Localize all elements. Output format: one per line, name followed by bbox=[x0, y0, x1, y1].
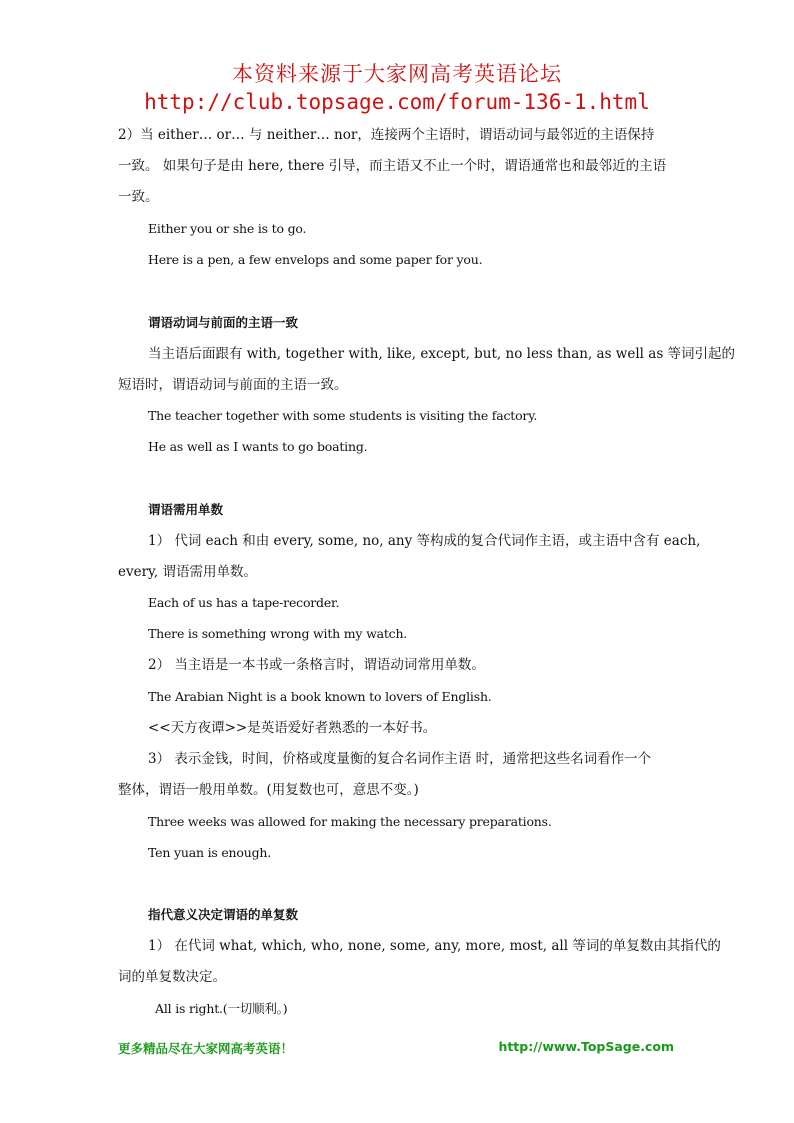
footer-url[interactable]: http://www.TopSage.com bbox=[498, 1039, 674, 1054]
paragraph-line: 一致。 如果句子是由 here, there 引导，而主语又不止一个时，谓语通常也和最邻近的主语 bbox=[118, 158, 667, 174]
example-sentence: Three weeks was allowed for making the necessary preparations. bbox=[148, 814, 552, 829]
example-sentence: Ten yuan is enough. bbox=[148, 845, 272, 860]
example-sentence: Here is a pen, a few envelops and some paper for you. bbox=[148, 252, 483, 267]
paragraph-line: <<天方夜谭>>是英语爱好者熟悉的一本好书。 bbox=[148, 720, 437, 736]
section-heading: 谓语动词与前面的主语一致 bbox=[148, 315, 299, 330]
header-url[interactable]: http://club.topsage.com/forum-136-1.html bbox=[144, 90, 650, 114]
paragraph-line: 3） 表示金钱，时间，价格或度量衡的复合名词作主语 时，通常把这些名词看作一个 bbox=[148, 751, 652, 767]
paragraph-line: 2）当 either… or… 与 neither… nor，连接两个主语时，谓语动词与最邻近的主语保持 bbox=[118, 127, 655, 143]
example-sentence: He as well as I wants to go boating. bbox=[148, 439, 368, 454]
section-heading: 谓语需用单数 bbox=[148, 502, 224, 517]
example-sentence: There is something wrong with my watch. bbox=[148, 626, 408, 641]
paragraph-line: 整体，谓语一般用单数。(用复数也可，意思不变。) bbox=[118, 782, 419, 798]
footer-left-text: 更多精品尽在大家网高考英语！ bbox=[118, 1041, 294, 1056]
paragraph-line: 短语时，谓语动词与前面的主语一致。 bbox=[118, 377, 348, 393]
example-sentence: The Arabian Night is a book known to lovers of English. bbox=[148, 689, 492, 704]
paragraph-line: 词的单复数决定。 bbox=[118, 969, 226, 985]
paragraph-line: 一致。 bbox=[118, 189, 159, 205]
header-title: 本资料来源于大家网高考英语论坛 bbox=[232, 62, 562, 86]
paragraph-line: 1） 在代词 what, which, who, none, some, any, more, most, all 等词的单复数由其指代的 bbox=[148, 938, 721, 954]
example-sentence: Each of us has a tape-recorder. bbox=[148, 595, 340, 610]
section-heading: 指代意义决定谓语的单复数 bbox=[148, 907, 299, 922]
paragraph-line: 当主语后面跟有 with, together with, like, except, but, no less than, as well as 等词引起的 bbox=[148, 346, 736, 362]
example-sentence: All is right.(一切顺利。) bbox=[155, 1001, 288, 1016]
paragraph-line: every, 谓语需用单数。 bbox=[118, 564, 257, 580]
paragraph-line: 1） 代词 each 和由 every, some, no, any 等构成的复合代词作主语，或主语中含有 each, bbox=[148, 533, 701, 549]
paragraph-line: 2） 当主语是一本书或一条格言时，谓语动词常用单数。 bbox=[148, 657, 485, 673]
example-sentence: Either you or she is to go. bbox=[148, 221, 307, 236]
example-sentence: The teacher together with some students is visiting the factory. bbox=[148, 408, 538, 423]
